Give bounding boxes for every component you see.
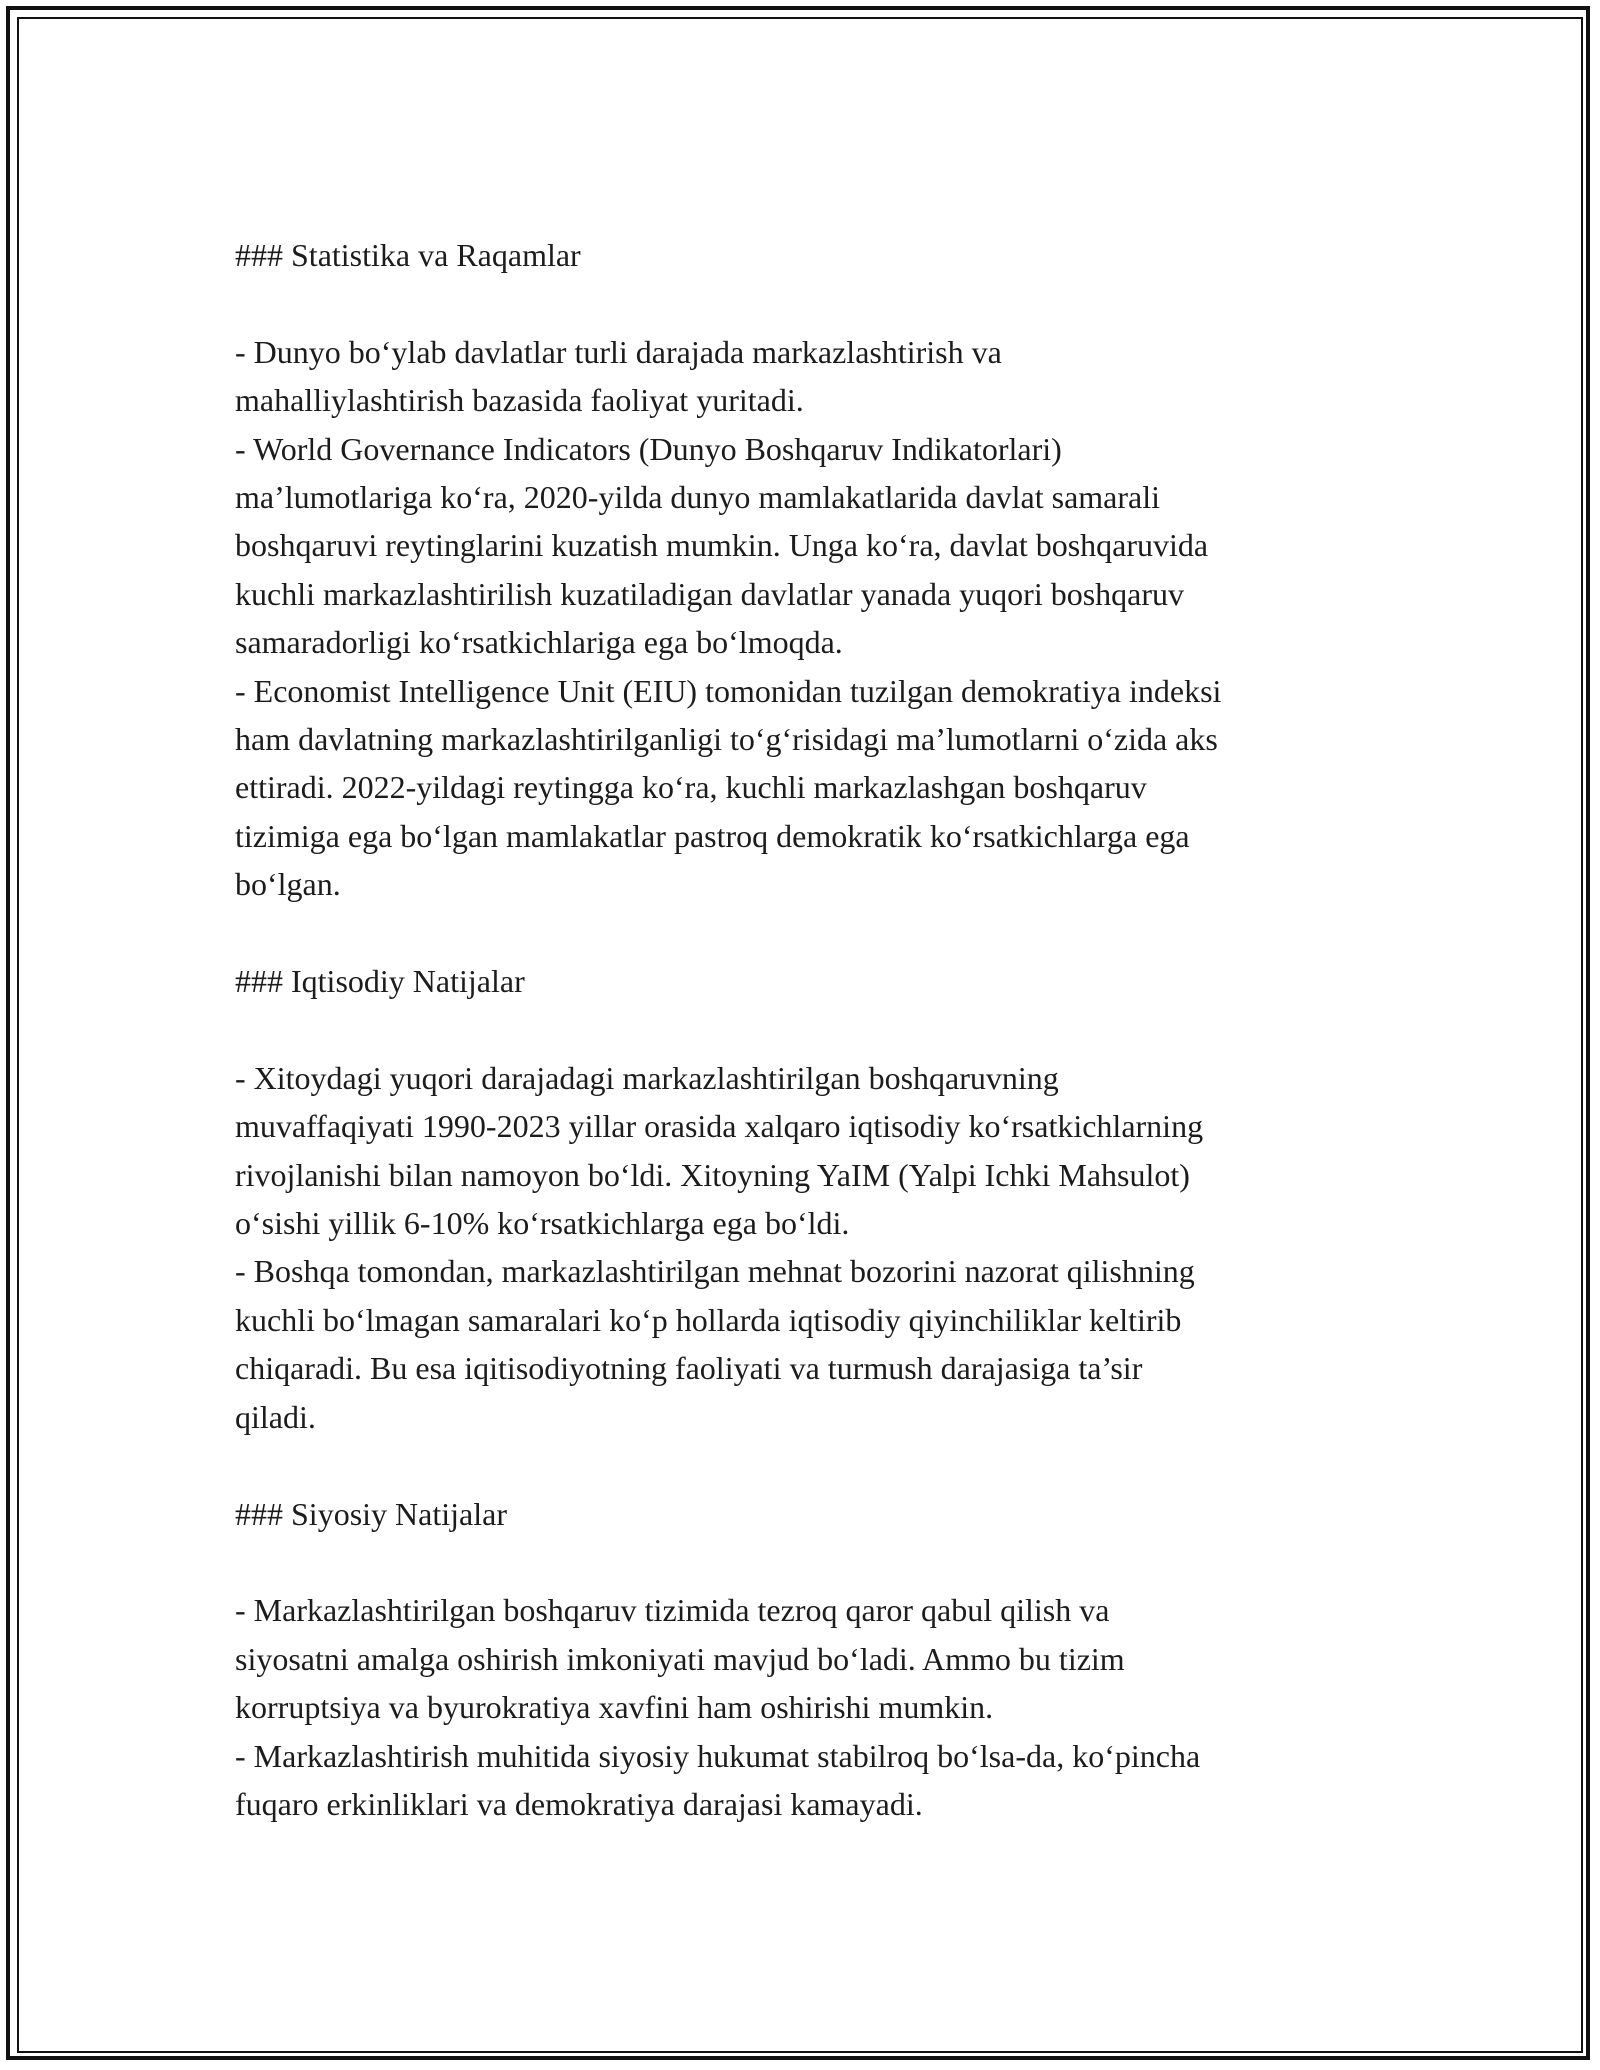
bullet-item: - Markazlashtirilgan boshqaruv tizimida tezroq qaror qabul qilish va siyosatni amalga oshirish imkoniyati mavjud bo‘ladi. Ammo bu tizim korruptsiya va byurokratiya xavfini ham oshirishi mumkin. bbox=[235, 1592, 1125, 1726]
document-body bbox=[235, 231, 1385, 1828]
spacer bbox=[235, 1538, 1385, 1586]
bullet-item: - Boshqa tomondan, markazlashtirilgan mehnat bozorini nazorat qilishning kuchli bo‘lmagan samaralari ko‘p hollarda iqtisodiy qiyinchiliklar keltirib chiqaradi. Bu esa iqitisodiyotning faoliyati va turmush darajasiga ta’sir qiladi. bbox=[235, 1253, 1195, 1435]
bullet-item: - Xitoydagi yuqori darajadagi markazlashtirilgan boshqaruvning muvaffaqiyati 1990-2023 yillar orasida xalqaro iqtisodiy ko‘rsatkichlarning rivojlanishi bilan namoyon bo‘ldi. Xitoyning YaIM (Yalpi Ichki Mahsulot) o‘sishi yillik 6-10% ko‘rsatkichlarga ega bo‘ldi. bbox=[235, 1059, 1204, 1242]
spacer bbox=[235, 279, 1385, 327]
section-heading-political: ### Siyosiy Natijalar bbox=[235, 1495, 507, 1532]
bullet-item: - World Governance Indicators (Dunyo Boshqaruv Indikatorlari) ma’lumotlariga ko‘ra, 2020-yilda dunyo mamlakatlarida davlat samarali boshqaruvi reytinglarini kuzatish mumkin. Unga ko‘ra, davlat boshqaruvida kuchli markazlashtirilish kuzatiladigan davlatlar yanada yuqori boshqaruv samaradorligi ko‘rsatkichlariga ega bo‘lmoqda. bbox=[235, 430, 1209, 661]
spacer bbox=[235, 1441, 1385, 1489]
section-heading-economic: ### Iqtisodiy Natijalar bbox=[235, 963, 525, 1000]
spacer bbox=[235, 909, 1385, 957]
bullet-item: - Economist Intelligence Unit (EIU) tomonidan tuzilgan demokratiya indeksi ham davlatning markazlashtirilganligi to‘g‘risidagi ma’lumotlarni o‘zida aks ettiradi. 2022-yildagi reytingga ko‘ra, kuchli markazlashgan boshqaruv tizimiga ega bo‘lgan mamlakatlar pastroq demokratik ko‘rsatkichlarga ega bo‘lgan. bbox=[235, 672, 1222, 903]
section-heading-statistics: ### Statistika va Raqamlar bbox=[235, 237, 581, 273]
bullet-item: - Dunyo bo‘ylab davlatlar turli darajada markazlashtirish va mahalliylashtirish bazasida faoliyat yuritadi. bbox=[235, 333, 1002, 419]
bullet-item: - Markazlashtirish muhitida siyosiy hukumat stabilroq bo‘lsa-da, ko‘pincha fuqaro erkinliklari va demokratiya darajasi kamayadi. bbox=[235, 1737, 1201, 1822]
spacer bbox=[235, 1005, 1385, 1053]
